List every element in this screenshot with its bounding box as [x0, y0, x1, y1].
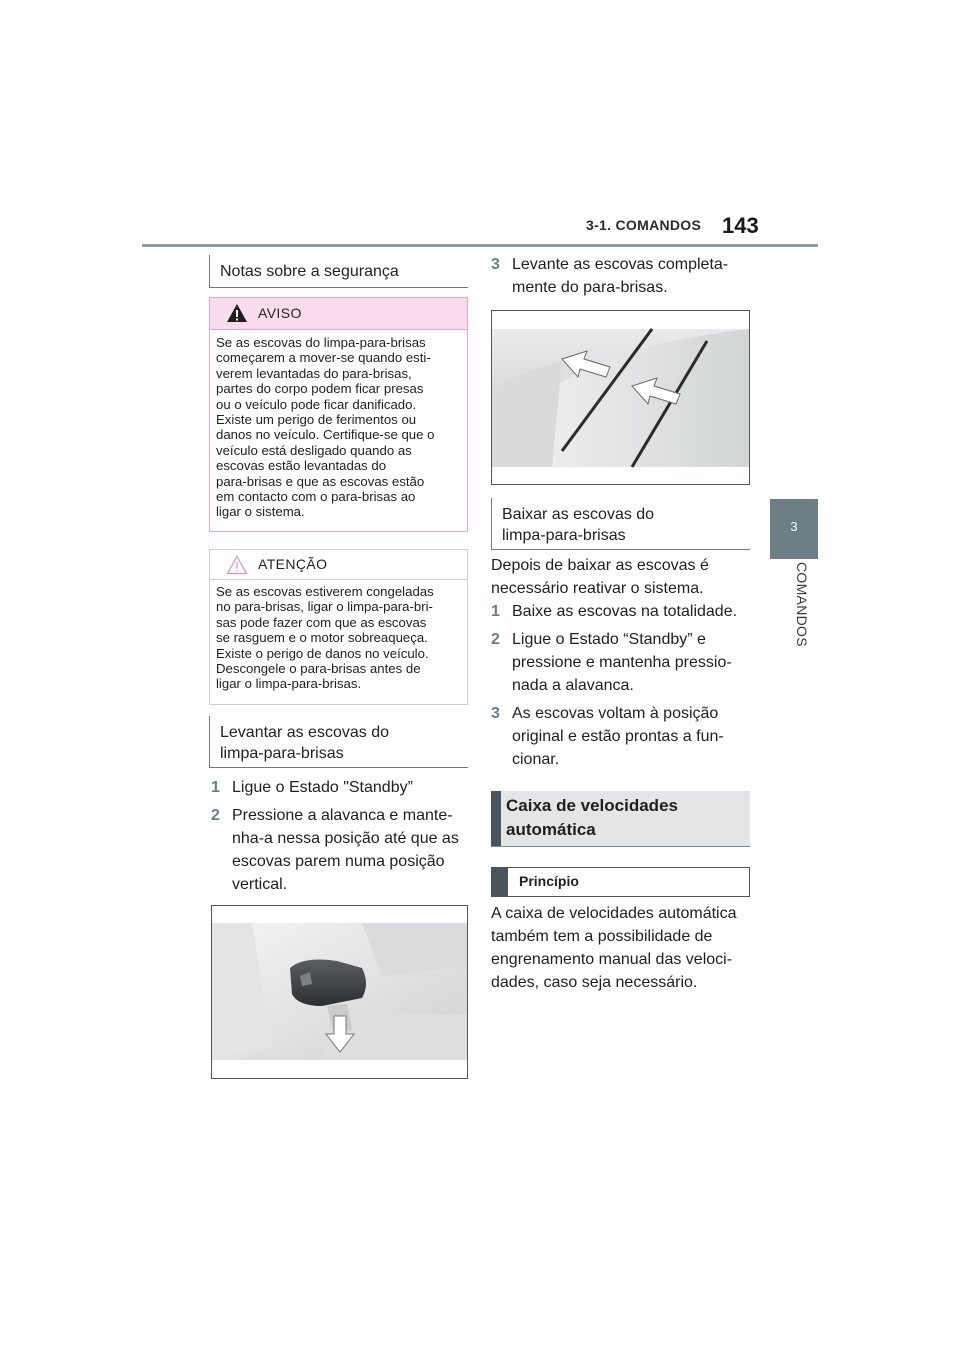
step-number: 2: [491, 631, 500, 648]
wipers-raised-illustration: [491, 310, 750, 485]
principle-heading-bar: [491, 867, 508, 897]
list-item: [491, 702, 750, 771]
step-number: 1: [211, 779, 220, 796]
warning-line: danos no veículo. Certifique-se que o: [216, 427, 435, 443]
principle-heading-text: Princípio: [519, 873, 579, 889]
warning-line: Existe um perigo de ferimentos ou: [216, 412, 417, 428]
step-text: mente do para-brisas.: [512, 279, 668, 296]
step-text: pressione e mantenha pressio-: [512, 654, 732, 671]
paragraph-line: engrenamento manual das veloci-: [491, 951, 733, 968]
step-text: cionar.: [512, 751, 560, 768]
warning-line: escovas estão levantadas do: [216, 458, 387, 474]
step-text: escovas parem numa posição: [232, 853, 445, 870]
caution-line: no para-brisas, ligar o limpa-para-bri-: [216, 599, 433, 615]
caution-line: Se as escovas estiverem congeladas: [216, 584, 434, 599]
step-text: Levante as escovas completa-: [512, 256, 729, 273]
list-item: [491, 628, 750, 697]
caution-line: Existe o perigo de danos no veículo.: [216, 645, 429, 661]
caution-line: sas pode fazer com que as escovas: [216, 614, 427, 630]
section-heading: [491, 791, 750, 847]
section-heading-line: Caixa de velocidades: [506, 796, 678, 815]
step-text: As escovas voltam à posição: [512, 705, 719, 722]
warning-line: partes do corpo podem ficar presas: [216, 381, 424, 397]
warning-header: [210, 298, 467, 330]
lower-wipers-heading: [491, 498, 750, 550]
section-header: 3-1. COMANDOS: [586, 217, 702, 233]
step-text: Ligue o Estado "Standby”: [232, 779, 413, 796]
wiper-lever-image: [212, 906, 467, 1078]
raise-wipers-heading: [209, 716, 468, 768]
principle-heading: [491, 867, 750, 897]
caution-triangle-icon: [226, 555, 248, 575]
step-number: 3: [491, 705, 500, 722]
header-rule: [142, 244, 818, 247]
list-item: [211, 776, 468, 799]
principle-text: [491, 902, 750, 994]
after-lowering-text: [491, 554, 750, 600]
raise-wipers-heading-line: limpa-para-brisas: [220, 745, 344, 762]
warning-line: para-brisas e que as escovas estão: [216, 473, 425, 489]
step-number: 1: [491, 603, 500, 620]
paragraph-line: Depois de baixar as escovas é: [491, 557, 709, 574]
chapter-number: 3: [790, 519, 798, 534]
chapter-tab[interactable]: [770, 499, 818, 559]
warning-line: começarem a mover-se quando esti-: [216, 350, 431, 366]
chapter-label: COMANDOS: [794, 562, 810, 647]
windshield-image: [492, 311, 749, 484]
warning-line: ou o veículo pode ficar danificado.: [216, 396, 417, 412]
list-item: [491, 600, 750, 623]
paragraph-line: A caixa de velocidades automática: [491, 905, 737, 922]
caution-title: ATENÇÃO: [258, 556, 328, 572]
warning-line: em contacto com o para-brisas ao: [216, 489, 416, 505]
step-text: nada a alavanca.: [512, 677, 634, 694]
warning-box-aviso: [209, 297, 468, 532]
caution-box-atencao: [209, 549, 468, 705]
caution-header: [210, 550, 467, 580]
caution-line: ligar o limpa-para-brisas.: [216, 676, 362, 692]
paragraph-line: também tem a possibilidade de: [491, 928, 713, 945]
warning-line: ligar o sistema.: [216, 504, 305, 520]
section-heading-bar: [491, 791, 501, 846]
caution-line: se rasguem e o motor sobreaqueça.: [216, 630, 428, 646]
section-heading-line: automática: [506, 820, 596, 839]
safety-notes-heading: [209, 255, 468, 288]
raise-wipers-heading-line: Levantar as escovas do: [220, 724, 389, 741]
lower-wipers-heading-line: limpa-para-brisas: [502, 527, 626, 544]
step-text: Baixe as escovas na totalidade.: [512, 603, 738, 620]
step-text: original e estão prontas a fun-: [512, 728, 724, 745]
warning-triangle-icon: [226, 303, 248, 323]
section-heading-text: [506, 794, 678, 842]
step-text: nha-a nessa posição até que as: [232, 830, 459, 847]
step-text: vertical.: [232, 876, 288, 893]
warning-line: veículo está desligado quando as: [216, 442, 412, 458]
list-item: [491, 253, 750, 299]
wiper-lever-illustration: [211, 905, 468, 1079]
caution-line: Descongele o para-brisas antes de: [216, 661, 421, 677]
paragraph-line: dades, caso seja necessário.: [491, 974, 698, 991]
safety-notes-heading-text: Notas sobre a segurança: [220, 263, 399, 280]
warning-line: Se as escovas do limpa-para-brisas: [216, 335, 426, 350]
list-item: [211, 804, 468, 896]
paragraph-line: necessário reativar o sistema.: [491, 580, 704, 597]
warning-title: AVISO: [258, 305, 302, 321]
step-number: 3: [491, 256, 500, 273]
lower-wipers-heading-line: Baixar as escovas do: [502, 506, 655, 523]
caution-text: [216, 584, 461, 692]
warning-line: verem levantadas do para-brisas,: [216, 365, 412, 381]
page-number: 143: [722, 213, 759, 238]
warning-text: [216, 335, 461, 520]
step-text: Pressione a alavanca e mante-: [232, 807, 453, 824]
step-text: Ligue o Estado “Standby” e: [512, 631, 706, 648]
step-number: 2: [211, 807, 220, 824]
